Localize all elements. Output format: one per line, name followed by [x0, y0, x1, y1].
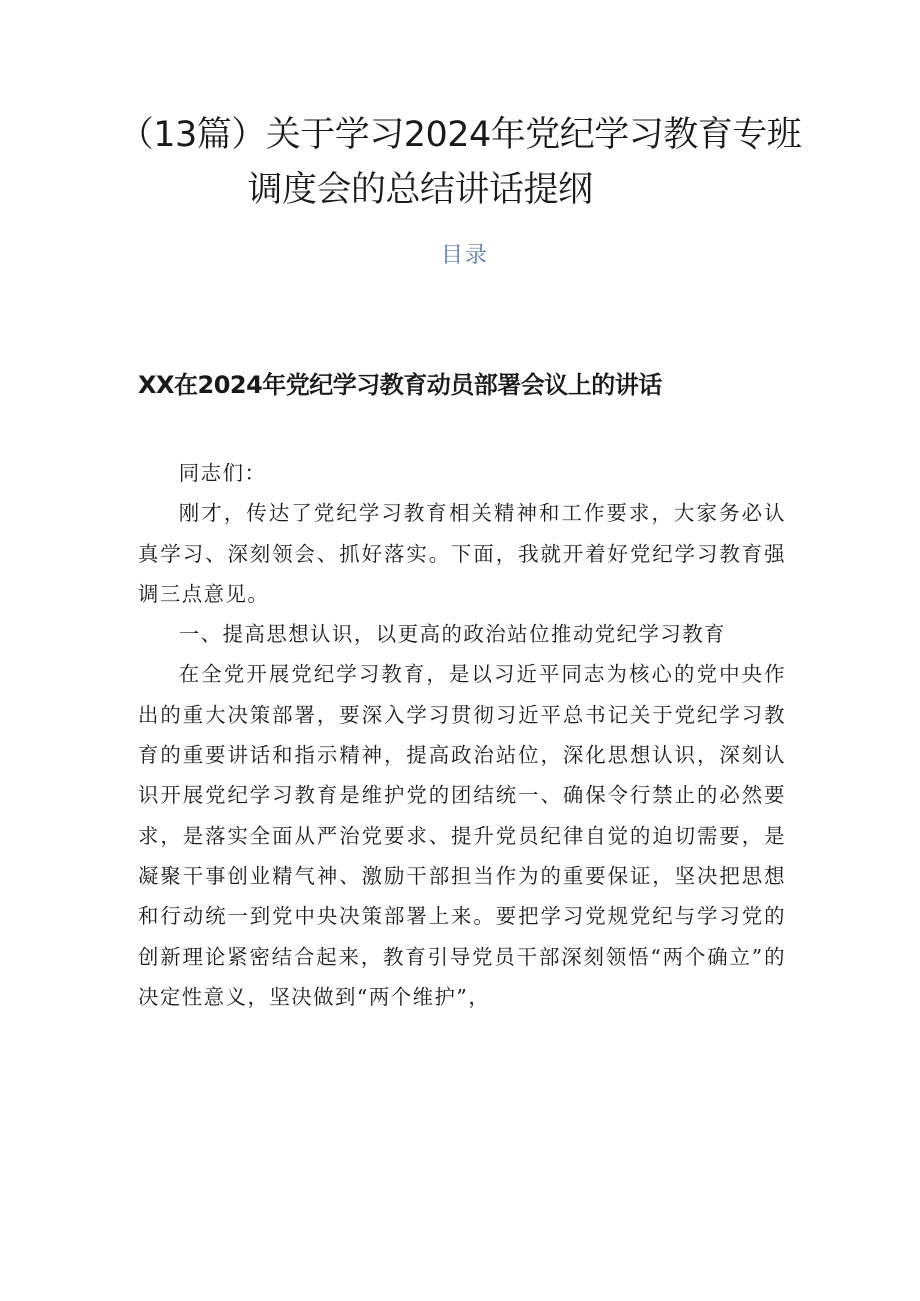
table-of-contents-link[interactable]: 目录: [440, 243, 489, 268]
document-body: [138, 453, 786, 1017]
section-point-heading: 一、提高思想认识，以更高的政治站位推动党纪学习教育: [178, 622, 727, 647]
body-paragraph: 刚才，传达了党纪学习教育相关精神和工作要求，大家务必认真学习、深刻领会、抓好落实。下面，我就开着好党纪学习教育强调三点意见。: [138, 501, 786, 606]
section-heading: XX在2024年党纪学习教育动员部署会议上的讲话: [138, 371, 662, 399]
document-title-line-2: 调度会的总结讲话提纲: [247, 170, 593, 210]
document-title: [0, 108, 920, 218]
salutation-paragraph: 同志们：: [178, 461, 267, 485]
body-paragraph: 在全党开展党纪学习教育，是以习近平同志为核心的党中央作出的重大决策部署，要深入学习贯彻习近平总书记关于党纪学习教育的重要讲话和指示精神，提高政治站位，深化思想认识，深刻认识开展党纪学习教育是维护党的团结统一、确保令行禁止的必然要求，是落实全面从严治党要求、提升党员纪律自觉的迫切需要，是凝聚干事创业精气神、激励干部担当作为的重要保证，坚决把思想和行动统一到党中央决策部署上来。要把学习党规党纪与学习党的创新理论紧密结合起来，教育引导党员干部深刻领悟“两个确立”的决定性意义，坚决做到“两个维护”，: [138, 662, 786, 1009]
document-title-line-1: （13篇）关于学习2024年党纪学习教育专班: [118, 115, 802, 155]
